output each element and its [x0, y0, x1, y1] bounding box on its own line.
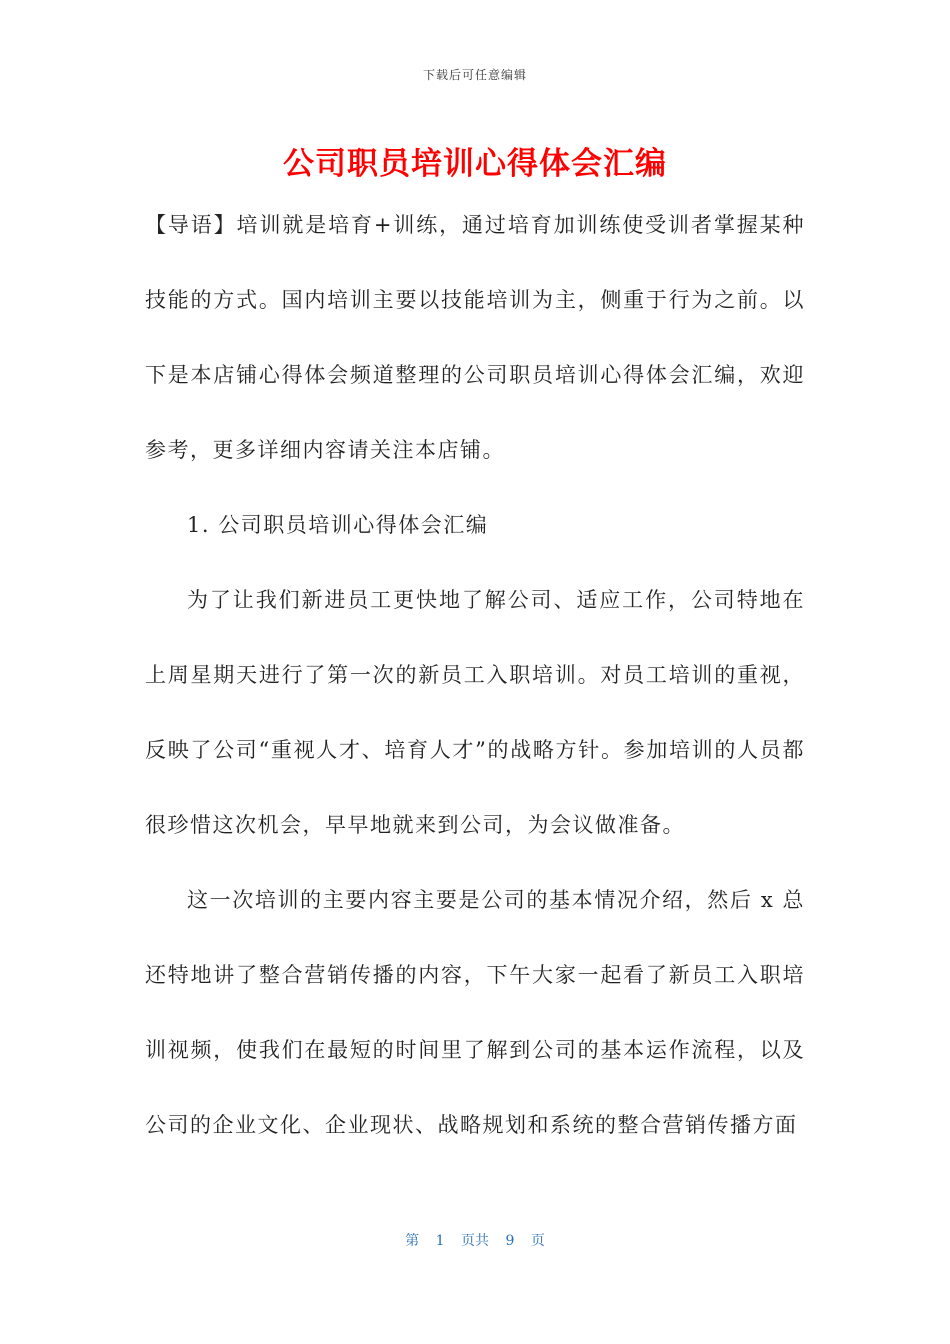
document-body [145, 188, 805, 1163]
body-paragraph: 这一次培训的主要内容主要是公司的基本情况介绍，然后 x 总还特地讲了整合营销传播的内容，下午大家一起看了新员工入职培训视频，使我们在最短的时间里了解到公司的基本运作流程，以及公司的企业文化、企业现状、战略规划和系统的整合营销传播方面 [145, 888, 805, 1137]
document-title: 公司职员培训心得体会汇编 [283, 146, 667, 182]
section-heading: 1. 公司职员培训心得体会汇编 [187, 513, 489, 537]
page-middle: 页共 [461, 1233, 489, 1249]
page-total: 9 [505, 1233, 515, 1249]
header-note: 下载后可任意编辑 [422, 68, 527, 82]
intro-paragraph: 【导语】培训就是培育+训练，通过培育加训练使受训者掌握某种技能的方式。国内培训主要以技能培训为主，侧重于行为之前。以下是本店铺心得体会频道整理的公司职员培训心得体会汇编，欢迎参考，更多详细内容请关注本店铺。 [145, 213, 805, 462]
page-suffix: 页 [530, 1233, 545, 1249]
page-footer [0, 1230, 950, 1250]
body-paragraph: 为了让我们新进员工更快地了解公司、适应工作，公司特地在上周星期天进行了第一次的新员工入职培训。对员工培训的重视，反映了公司“重视人才、培育人才”的战略方针。参加培训的人员都很珍惜这次机会，早早地就来到公司，为会议做准备。 [145, 588, 805, 837]
page-prefix: 第 [405, 1233, 420, 1249]
page-current: 1 [435, 1233, 445, 1249]
